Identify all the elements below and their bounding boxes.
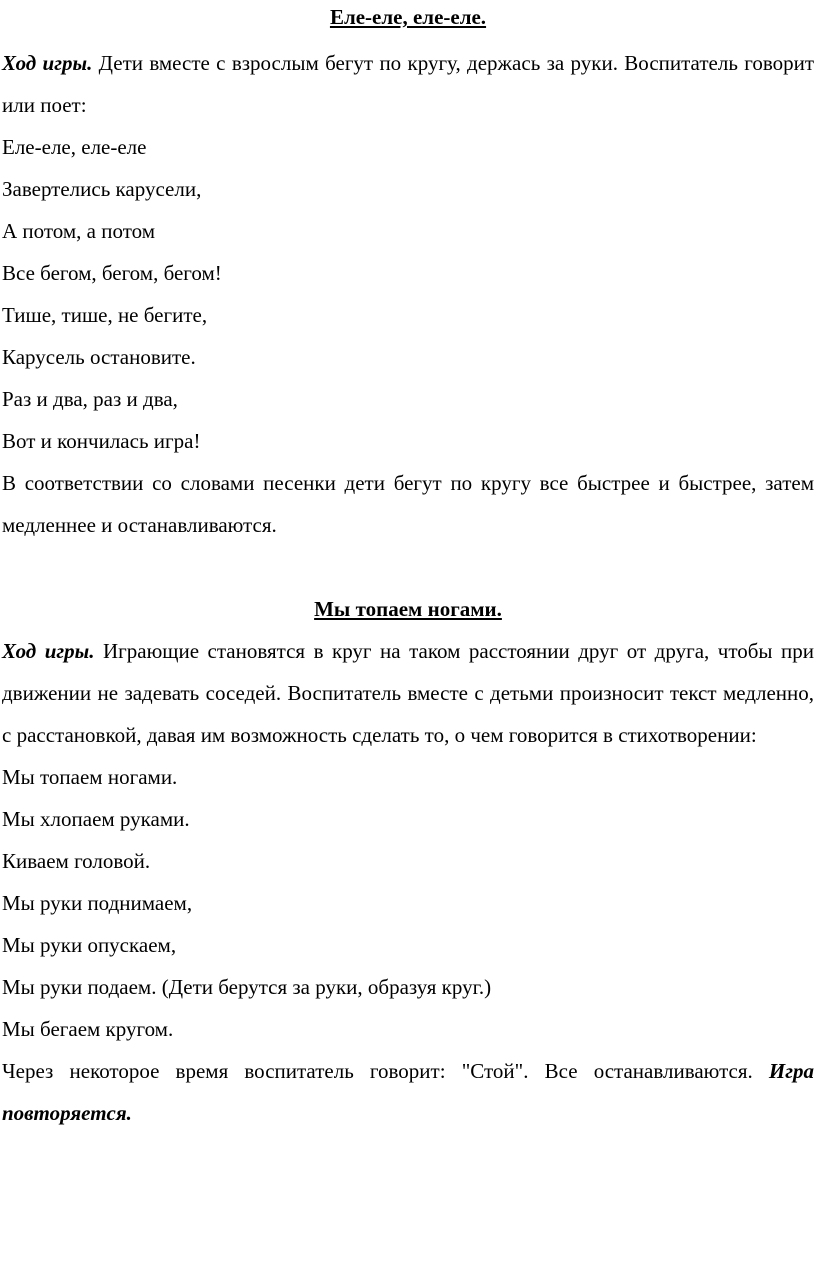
game1-verse-line: Карусель остановите. xyxy=(2,345,196,369)
game2-verse-line: Киваем головой. xyxy=(2,849,151,873)
game2-intro: Играющие становятся в круг на таком расстоянии друг от друга, чтобы при движении не задевать соседей. Воспитатель вместе с детьми произносит текст медленно, с расстановкой, давая им возможность сделать то, о чем говорится в стихотворении: xyxy=(2,639,815,747)
game1-intro-paragraph xyxy=(2,42,814,126)
game1-verse-line: Вот и кончилась игра! xyxy=(2,429,201,453)
game1-verse-line: Раз и два, раз и два, xyxy=(2,387,178,411)
game1-verse-line: Тише, тише, не бегите, xyxy=(2,303,208,327)
game2-label: Ход игры. xyxy=(2,639,95,663)
game1-outro: В соответствии со словами песенки дети бегут по кругу все быстрее и быстрее, затем медленнее и останавливаются. xyxy=(2,471,814,537)
game2-outro-paragraph xyxy=(2,1050,814,1134)
game1-verse-line: Завертелись карусели, xyxy=(2,177,202,201)
game1-verse-line: Еле-еле, еле-еле xyxy=(2,135,147,159)
game2-verse-line: Мы топаем ногами. xyxy=(2,765,178,789)
game1-title: Еле-еле, еле-еле. xyxy=(329,5,487,29)
game1-verse-line: А потом, а потом xyxy=(2,219,155,243)
game2-title: Мы топаем ногами. xyxy=(314,597,502,621)
game2-verse-line: Мы руки подаем. (Дети берутся за руки, образуя круг.) xyxy=(2,975,492,999)
game1-intro: Дети вместе с взрослым бегут по кругу, держась за руки. Воспитатель говорит или поет: xyxy=(2,51,815,117)
game2-intro-paragraph xyxy=(2,630,814,756)
game1-verse-line: Все бегом, бегом, бегом! xyxy=(2,261,222,285)
game2-verse-line: Мы руки опускаем, xyxy=(2,933,177,957)
game1-label: Ход игры. xyxy=(2,51,93,75)
game2-verse-line: Мы хлопаем руками. xyxy=(2,807,190,831)
game2-verse-line: Мы бегаем кругом. xyxy=(2,1017,174,1041)
game2-repeat-note: Игра повторяется. xyxy=(2,1059,815,1125)
game2-outro: Через некоторое время воспитатель говорит: "Стой". Все останавливаются. xyxy=(2,1059,753,1083)
section-spacer xyxy=(2,546,814,588)
game2-verse-line: Мы руки поднимаем, xyxy=(2,891,193,915)
